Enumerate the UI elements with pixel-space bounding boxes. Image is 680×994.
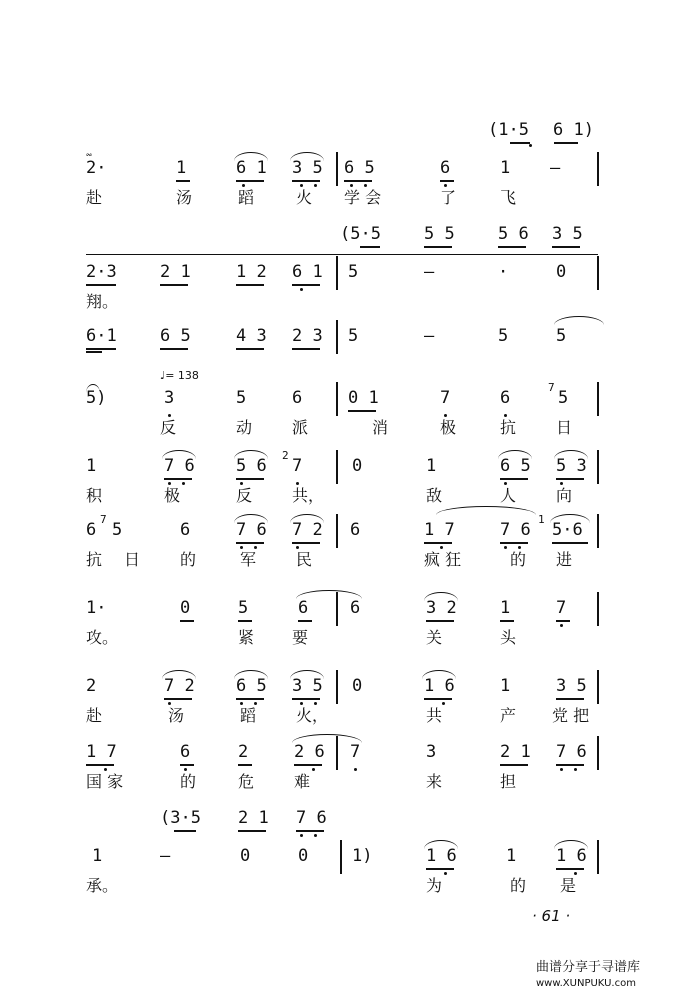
- note-dot: [312, 768, 315, 771]
- note: 0: [240, 846, 251, 866]
- lyric: 的: [180, 772, 197, 791]
- note: 1 6: [556, 846, 587, 866]
- beam-line: [292, 284, 320, 286]
- beam-line: [236, 180, 264, 182]
- note-dot: [504, 482, 507, 485]
- grace-note: 7: [548, 381, 555, 394]
- beam-line: [236, 284, 264, 286]
- beam-line: [552, 542, 588, 544]
- note: 7: [350, 742, 361, 762]
- note: 6 5: [160, 326, 191, 346]
- beam-line: [180, 764, 194, 766]
- note: 5: [556, 326, 567, 346]
- note-dot: [444, 872, 447, 875]
- note: 6: [350, 598, 361, 618]
- note: 2 6: [294, 742, 325, 762]
- note: 1 2: [236, 262, 267, 282]
- note: 6 5: [500, 456, 531, 476]
- note: 5: [112, 520, 123, 540]
- note: —: [424, 326, 435, 346]
- note: (3·5: [160, 808, 201, 828]
- note: 7 6: [296, 808, 327, 828]
- lyric: 消: [372, 418, 389, 437]
- beam-line: [238, 830, 266, 832]
- bar-line: [597, 382, 599, 416]
- note: 7 2: [292, 520, 323, 540]
- slur: [162, 450, 196, 459]
- beam-line: [556, 698, 584, 700]
- note-dot: [240, 546, 243, 549]
- slur: [554, 840, 588, 849]
- beam-line: [236, 698, 264, 700]
- page-number: · 61 ·: [532, 907, 571, 925]
- beam-line: [176, 180, 190, 182]
- note: 2 1: [160, 262, 191, 282]
- note: 3 5: [292, 158, 323, 178]
- bar-line: [597, 256, 599, 290]
- note: 3 5: [292, 676, 323, 696]
- lyric: 汤: [176, 188, 193, 207]
- note: ·: [498, 262, 509, 282]
- lyric: 难: [294, 772, 311, 791]
- note-dot: [300, 834, 303, 837]
- note: 1: [506, 846, 517, 866]
- note: 7 2: [164, 676, 195, 696]
- slur: [290, 152, 324, 161]
- lyric: 军: [240, 550, 257, 569]
- lyric: 了: [440, 188, 457, 207]
- note: 6: [350, 520, 361, 540]
- note-dot: [529, 144, 532, 147]
- note: 1: [176, 158, 187, 178]
- note: 4 3: [236, 326, 267, 346]
- bar-line: [336, 450, 338, 484]
- note: 6 1: [236, 158, 267, 178]
- beam-line: [292, 180, 320, 182]
- lyric: 进: [556, 550, 573, 569]
- lyric: 反: [160, 418, 177, 437]
- lyric: 日: [556, 418, 573, 437]
- bar-line: [597, 514, 599, 548]
- beam-line: [86, 351, 102, 353]
- note-dot: [240, 482, 243, 485]
- beam-line: [556, 764, 584, 766]
- note: 1: [92, 846, 103, 866]
- note-dot: [350, 184, 353, 187]
- beam-line: [556, 620, 570, 622]
- note-dot: [296, 482, 299, 485]
- note-dot: [364, 184, 367, 187]
- lyric: 要: [292, 628, 309, 647]
- lyric: 翔。: [86, 292, 119, 311]
- lyric: 敌: [426, 486, 443, 505]
- beam-line: [426, 868, 454, 870]
- note: 5: [558, 388, 569, 408]
- bar-line: [597, 840, 599, 874]
- note-dot: [314, 702, 317, 705]
- note: 7: [292, 456, 303, 476]
- lyric: 共: [426, 706, 443, 725]
- note-dot: [560, 768, 563, 771]
- note-dot: [518, 546, 521, 549]
- lyric: 是: [560, 876, 577, 895]
- grace-note: 1: [538, 513, 545, 526]
- grace-note: 7: [100, 513, 107, 526]
- note: 0: [352, 456, 363, 476]
- lyric: 党 把: [552, 706, 590, 725]
- beam-line: [556, 868, 584, 870]
- lyric: 人: [500, 486, 517, 505]
- bar-line: [336, 382, 338, 416]
- note: —: [424, 262, 435, 282]
- note-dot: [168, 702, 171, 705]
- lyric: 的: [510, 550, 527, 569]
- slur: [234, 514, 268, 523]
- lyric: 头: [500, 628, 517, 647]
- beam-line: [360, 246, 380, 248]
- lyric: 赴: [86, 706, 103, 725]
- slur: [290, 514, 324, 523]
- note: 0: [298, 846, 309, 866]
- note: 6 1): [553, 120, 594, 140]
- beam-line: [292, 348, 320, 350]
- note-dot: [560, 624, 563, 627]
- beam-line: [500, 764, 528, 766]
- note: 2 1: [238, 808, 269, 828]
- lyric: 向: [556, 486, 573, 505]
- note: 0: [180, 598, 191, 618]
- lyric: 民: [296, 550, 313, 569]
- note: 5: [348, 326, 359, 346]
- beam-line: [236, 542, 264, 544]
- note: 6: [440, 158, 451, 178]
- note: 7 6: [236, 520, 267, 540]
- tie-line: [86, 254, 598, 255]
- note-dot: [242, 184, 245, 187]
- note: —: [550, 158, 561, 178]
- beam-line: [180, 620, 194, 622]
- slur: [436, 506, 536, 515]
- note: (1·5: [488, 120, 529, 140]
- slur: [424, 840, 458, 849]
- note: 1: [500, 676, 511, 696]
- bar-line: [340, 840, 342, 874]
- beam-line: [236, 348, 264, 350]
- bar-line: [597, 450, 599, 484]
- note: 2·: [86, 158, 107, 178]
- note: 3 5: [556, 676, 587, 696]
- note: 5 5: [424, 224, 455, 244]
- bar-line: [597, 592, 599, 626]
- note: 2: [238, 742, 249, 762]
- lyric: 日: [124, 550, 141, 569]
- beam-line: [236, 478, 264, 480]
- slur: [554, 450, 588, 459]
- lyric: 火，: [296, 706, 329, 725]
- note-dot: [168, 414, 171, 417]
- note: 3 2: [426, 598, 457, 618]
- note: 7: [556, 598, 567, 618]
- lyric: 的: [180, 550, 197, 569]
- note-dot: [300, 288, 303, 291]
- slur: [290, 670, 324, 679]
- slur: [234, 450, 268, 459]
- note: 1: [86, 456, 97, 476]
- lyric: 动: [236, 418, 253, 437]
- beam-line: [160, 348, 188, 350]
- note: 5): [86, 388, 107, 408]
- note: 6: [86, 520, 97, 540]
- note: 6: [292, 388, 303, 408]
- lyric: 担: [500, 772, 517, 791]
- lyric: 抗: [500, 418, 517, 437]
- note: 7 6: [164, 456, 195, 476]
- bar-line: [597, 670, 599, 704]
- lyric: 攻。: [86, 628, 119, 647]
- note: 1·: [86, 598, 107, 618]
- slur: [162, 670, 196, 679]
- beam-line: [500, 478, 528, 480]
- lyric: 派: [292, 418, 309, 437]
- beam-line: [174, 830, 196, 832]
- lyric: 蹈: [238, 188, 255, 207]
- lyric: 危: [238, 772, 255, 791]
- note-dot: [182, 482, 185, 485]
- note: 1 6: [424, 676, 455, 696]
- slur: [422, 670, 456, 679]
- beam-line: [292, 542, 320, 544]
- note: 0: [556, 262, 567, 282]
- note: 5 6: [236, 456, 267, 476]
- note: 5: [238, 598, 249, 618]
- note: 3: [426, 742, 437, 762]
- note: 1 6: [426, 846, 457, 866]
- note: 2·3: [86, 262, 117, 282]
- tempo-mark: ♩= 138: [160, 369, 199, 382]
- beam-line: [292, 698, 320, 700]
- lyric: 来: [426, 772, 443, 791]
- note: 6 5: [236, 676, 267, 696]
- note: 6: [180, 520, 191, 540]
- bar-line: [336, 514, 338, 548]
- note-dot: [444, 414, 447, 417]
- beam-line: [344, 180, 372, 182]
- note-dot: [240, 702, 243, 705]
- note-dot: [184, 768, 187, 771]
- note: 1 7: [86, 742, 117, 762]
- note-dot: [354, 768, 357, 771]
- note: 5 3: [556, 456, 587, 476]
- bar-line: [336, 152, 338, 186]
- beam-line: [238, 764, 252, 766]
- beam-line: [86, 764, 114, 766]
- bar-line: [336, 320, 338, 354]
- lyric: 汤: [168, 706, 185, 725]
- bar-line: [336, 256, 338, 290]
- note: 2 3: [292, 326, 323, 346]
- slur: [292, 734, 362, 743]
- lyric: 国 家: [86, 772, 124, 791]
- note-dot: [254, 546, 257, 549]
- note: 2: [86, 676, 97, 696]
- note-dot: [300, 184, 303, 187]
- slur: [554, 316, 604, 325]
- slur: [234, 670, 268, 679]
- beam-line: [160, 284, 188, 286]
- trill-icon: 𝆗: [86, 147, 93, 160]
- note-dot: [504, 546, 507, 549]
- beam-line: [556, 478, 584, 480]
- beam-line: [424, 542, 452, 544]
- lyric: 疯 狂: [424, 550, 462, 569]
- bar-line: [597, 736, 599, 770]
- lyric: 关: [426, 628, 443, 647]
- note: 1: [500, 598, 511, 618]
- beam-line: [424, 698, 452, 700]
- lyric: 的: [510, 876, 527, 895]
- slur: [550, 514, 590, 523]
- lyric: 共，: [292, 486, 325, 505]
- lyric: 承。: [86, 876, 119, 895]
- note-dot: [574, 872, 577, 875]
- watermark-title: 曲谱分享于寻谱库: [536, 960, 641, 975]
- grace-note: 2: [282, 449, 289, 462]
- lyric: 抗: [86, 550, 103, 569]
- lyric: 火: [296, 188, 313, 207]
- note-dot: [314, 184, 317, 187]
- note: (5·5: [340, 224, 381, 244]
- lyric: 积: [86, 486, 103, 505]
- beam-line: [554, 142, 578, 144]
- beam-line: [238, 620, 252, 622]
- note-dot: [104, 768, 107, 771]
- slur: [424, 592, 458, 601]
- lyric: 蹈: [240, 706, 257, 725]
- note-dot: [444, 184, 447, 187]
- note: 6 1: [292, 262, 323, 282]
- slur: [234, 152, 268, 161]
- beam-line: [86, 348, 116, 350]
- beam-line: [296, 830, 324, 832]
- note: 0 1: [348, 388, 379, 408]
- beam-line: [298, 620, 312, 622]
- note-dot: [574, 768, 577, 771]
- note: 1): [352, 846, 373, 866]
- note: 7: [440, 388, 451, 408]
- watermark-url: www.XUNPUKU.com: [536, 978, 636, 989]
- beam-line: [164, 698, 192, 700]
- beam-line: [348, 410, 376, 412]
- beam-line: [426, 620, 454, 622]
- note-dot: [296, 546, 299, 549]
- bar-line: [336, 670, 338, 704]
- note: 0: [352, 676, 363, 696]
- note: 2 1: [500, 742, 531, 762]
- note-dot: [504, 414, 507, 417]
- note: 6 5: [344, 158, 375, 178]
- note-dot: [440, 546, 443, 549]
- note-dot: [442, 702, 445, 705]
- note-dot: [560, 482, 563, 485]
- note: —: [160, 846, 171, 866]
- note: 5 6: [498, 224, 529, 244]
- slur: [296, 590, 362, 599]
- slur: [498, 450, 532, 459]
- lyric: 学 会: [344, 188, 382, 207]
- note: 6: [500, 388, 511, 408]
- lyric: 紧: [238, 628, 255, 647]
- beam-line: [164, 478, 192, 480]
- note: 3 5: [552, 224, 583, 244]
- note: 7 6: [556, 742, 587, 762]
- note-dot: [168, 482, 171, 485]
- note: 1 7: [424, 520, 455, 540]
- note: 1: [500, 158, 511, 178]
- note: 5·6: [552, 520, 583, 540]
- note: 6·1: [86, 326, 117, 346]
- note-dot: [300, 702, 303, 705]
- note-dot: [314, 834, 317, 837]
- note: 6: [180, 742, 191, 762]
- note: 5: [236, 388, 247, 408]
- beam-line: [500, 542, 528, 544]
- note: 6: [298, 598, 309, 618]
- lyric: 产: [500, 706, 517, 725]
- lyric: 赴: [86, 188, 103, 207]
- beam-line: [424, 246, 452, 248]
- lyric: 为: [426, 876, 443, 895]
- note: 5: [498, 326, 509, 346]
- beam-line: [86, 284, 116, 286]
- beam-line: [500, 620, 514, 622]
- beam-line: [510, 142, 530, 144]
- note: 5: [348, 262, 359, 282]
- beam-line: [294, 764, 322, 766]
- note: 7 6: [500, 520, 531, 540]
- beam-line: [498, 246, 526, 248]
- note-dot: [254, 702, 257, 705]
- beam-line: [552, 246, 580, 248]
- lyric: 极: [164, 486, 181, 505]
- bar-line: [597, 152, 599, 186]
- beam-line: [440, 180, 454, 182]
- lyric: 极: [440, 418, 457, 437]
- note: 1: [426, 456, 437, 476]
- note: 3: [164, 388, 175, 408]
- lyric: 反: [236, 486, 253, 505]
- lyric: 飞: [500, 188, 517, 207]
